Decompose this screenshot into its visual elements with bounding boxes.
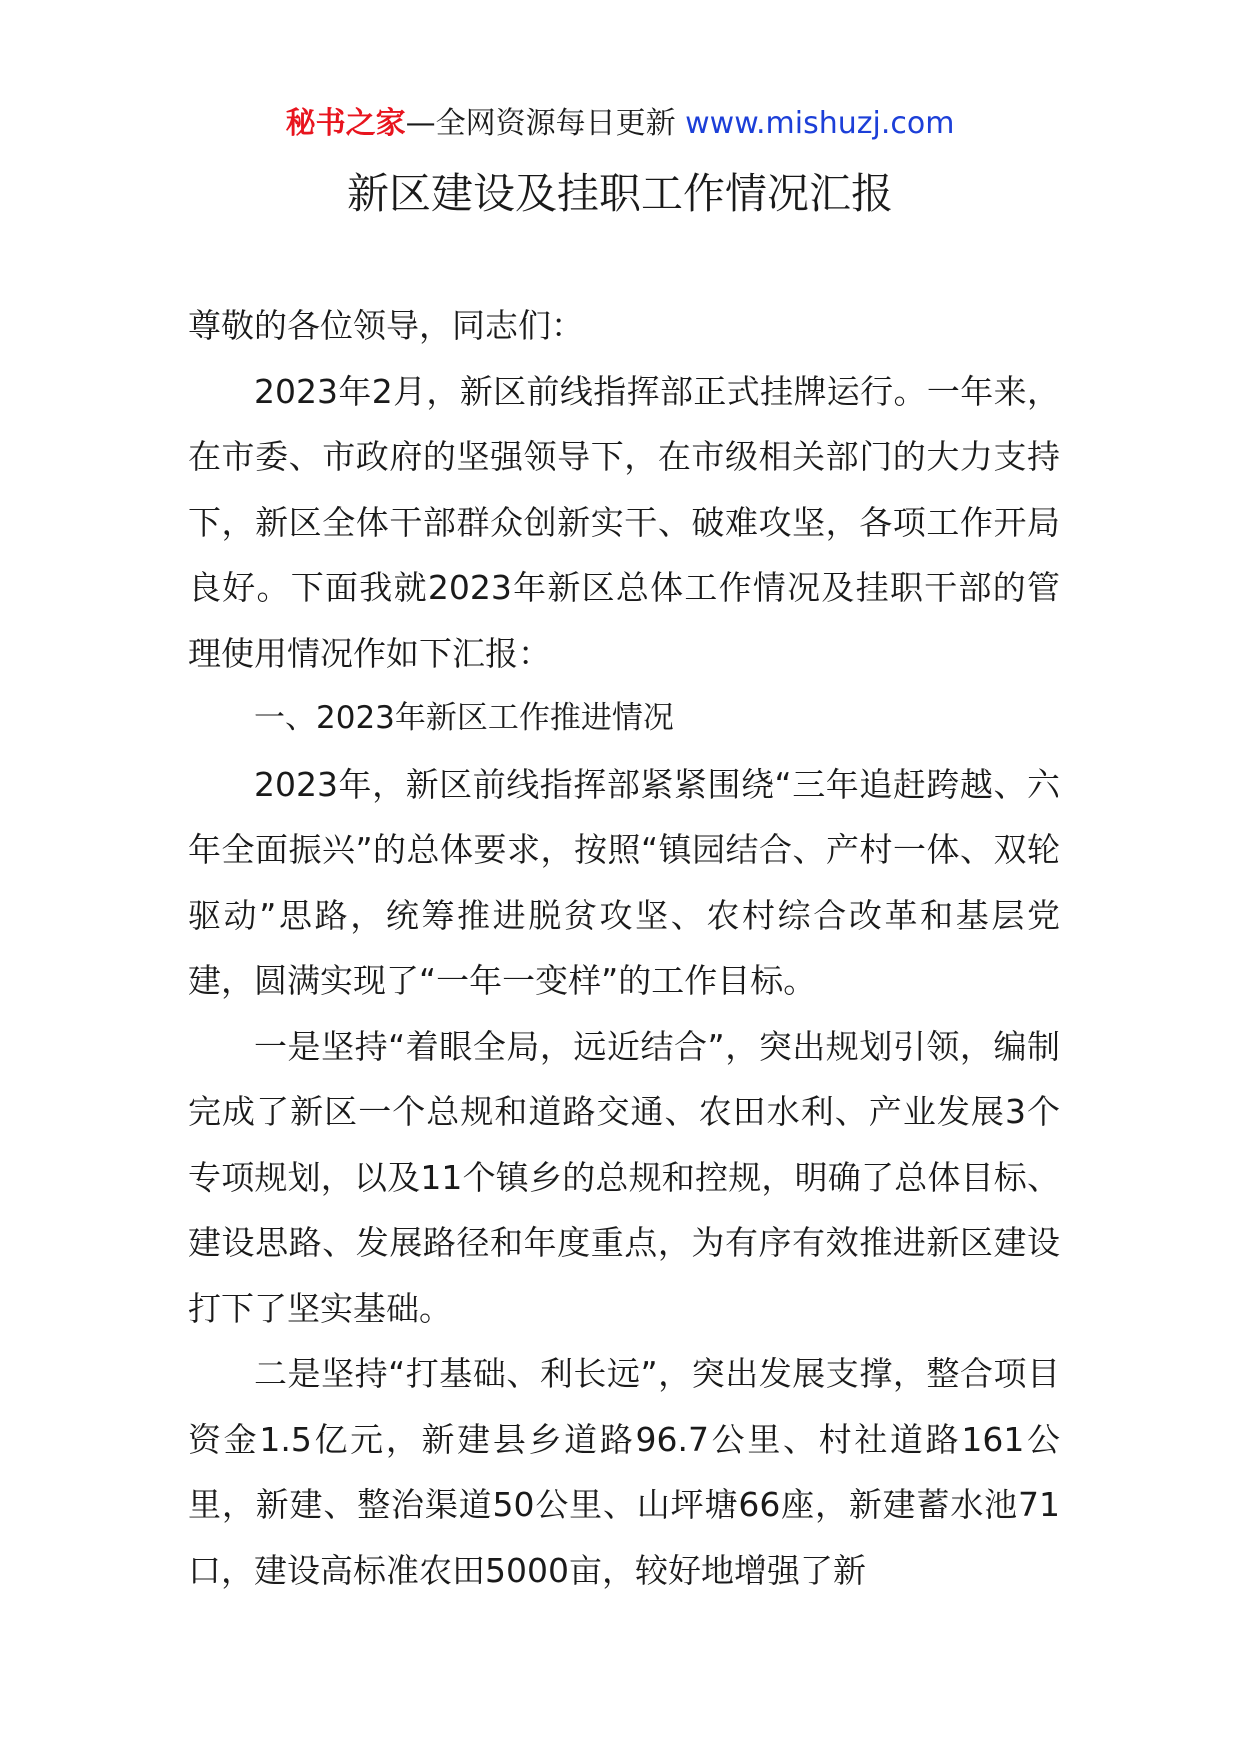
intro-paragraph: 2023年2月，新区前线指挥部正式挂牌运行。一年来，在市委、市政府的坚强领导下，在市级相关部门的大力支持下，新区全体干部群众创新实干、破难攻坚，各项工作开局良好。下面我就2023年新区总体工作情况及挂职干部的管理使用情况作如下汇报：: [188, 371, 1060, 673]
header-tagline: —全网资源每日更新: [405, 106, 676, 141]
document-body: [188, 293, 1060, 1603]
brand-name: 秘书之家: [285, 106, 406, 141]
document-title: 新区建设及挂职工作情况汇报: [346, 169, 893, 218]
point-one-paragraph: 一是坚持“着眼全局，远近结合”，突出规划引领，编制完成了新区一个总规和道路交通、农田水利、产业发展3个专项规划，以及11个镇乡的总规和控规，明确了总体目标、建设思路、发展路径和年度重点，为有序有效推进新区建设打下了坚实基础。: [188, 1026, 1060, 1328]
site-header: [0, 102, 1240, 146]
site-url-link[interactable]: www.mishuzj.com: [685, 106, 955, 141]
section-heading: 一、2023年新区工作推进情况: [254, 700, 674, 736]
overview-paragraph: 2023年，新区前线指挥部紧紧围绕“三年追赶跨越、六年全面振兴”的总体要求，按照“镇园结合、产村一体、双轮驱动”思路，统筹推进脱贫攻坚、农村综合改革和基层党建，圆满实现了“一年一变样”的工作目标。: [188, 764, 1060, 1000]
point-two-paragraph: 二是坚持“打基础、利长远”，突出发展支撑，整合项目资金1.5亿元，新建县乡道路96.7公里、村社道路161公里，新建、整治渠道50公里、山坪塘66座，新建蓄水池71口，建设高标准农田5000亩，较好地增强了新: [188, 1354, 1060, 1590]
salutation: 尊敬的各位领导，同志们：: [188, 306, 584, 345]
